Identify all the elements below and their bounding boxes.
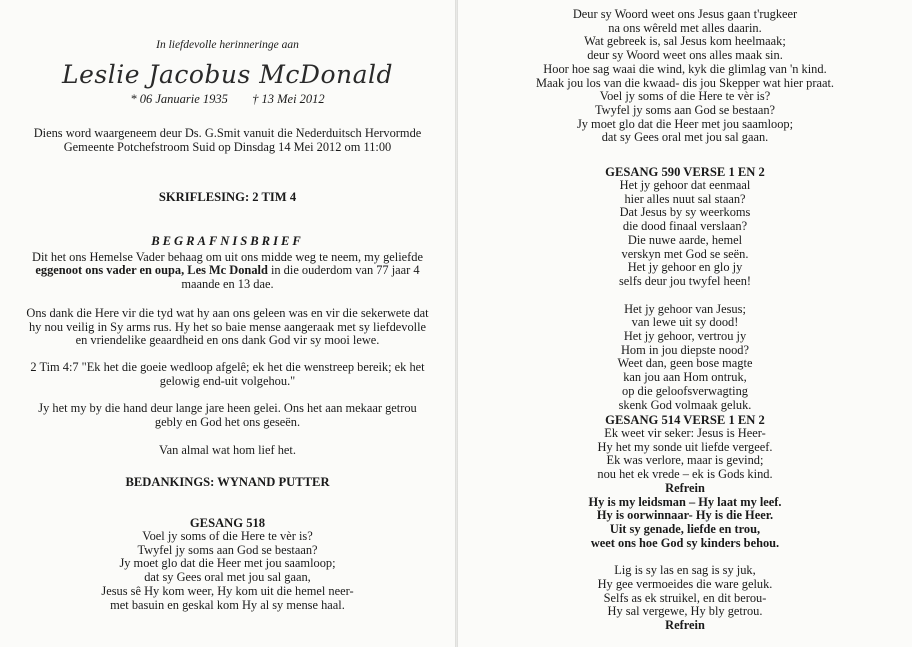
hymn-line: Twyfel jy soms aan God se bestaan? [594, 102, 776, 117]
hymn-518 [0, 516, 455, 612]
in-memory-caption: In liefdevolle herinneringe aan [156, 39, 299, 51]
thanks-section [0, 475, 455, 489]
left-page [0, 0, 455, 647]
hymn-title: GESANG 590 VERSE 1 EN 2 [605, 165, 765, 179]
hymn-line: Hy het my sonde uit liefde vergeef. [597, 439, 773, 454]
letter-line [0, 264, 455, 278]
hymn-518-continued [458, 8, 912, 145]
hymn-line: Jesus sê Hy kom weer, Hy kom uit die hemel neer- [101, 583, 354, 598]
hymn-line: Het jy gehoor, vertrou jy [623, 329, 747, 344]
letter-line: Dit het ons Hemelse Vader behaag om uit ons midde weg te neem, my geliefde [32, 249, 423, 264]
hymn-line: deur sy Woord weet ons alles maak sin. [587, 48, 783, 63]
service-line: Gemeente Potchefstroom Suid op Dinsdag 14 Mei 2012 om 11:00 [63, 139, 392, 154]
hymn-line: van lewe uit sy dood! [631, 315, 739, 330]
hymn-line: Ek weet vir seker: Jesus is Heer- [604, 426, 766, 440]
letter-closing: Van almal wat hom lief het. [159, 442, 296, 457]
letter-bold-phrase: eggenoot ons vader en oupa, Les Mc Donald [35, 263, 268, 278]
letter-line: hy nou veilig in Sy arms rus. Hy het so baie mense aangeraak met sy liefdevolle [28, 319, 427, 334]
refrain-label: Refrein [665, 618, 705, 633]
scripture-reading [0, 190, 455, 204]
service-line: Diens word waargeneem deur Ds. G.Smit vanuit die Nederduitsch Hervormde [33, 126, 422, 140]
hymn-title: GESANG 518 [189, 516, 266, 530]
letter-line: gelowig end-uit volgehou." [159, 373, 296, 388]
hymn-line: op die geloofsverwagting [622, 383, 748, 398]
hymn-line: Hy sal vergewe, Hy bly getrou. [607, 604, 763, 619]
scripture-reading-heading: SKRIFLESING: 2 TIM 4 [158, 190, 297, 204]
letter-line: en vriendelike geaardheid en ons dank God vir sy mooi lewe. [75, 333, 380, 348]
hymn-line: dat sy Gees oral met jou sal gaan. [601, 130, 769, 145]
hymn-line: Voel jy soms of die Here te vèr is? [599, 89, 771, 104]
hymn-590 [458, 165, 912, 412]
hymn-line: Twyfel jy soms aan God se bestaan? [137, 542, 318, 557]
refrain-line: Uit sy genade, liefde en trou, [609, 521, 761, 536]
hymn-title: GESANG 514 VERSE 1 EN 2 [605, 413, 765, 427]
hymn-line: Hom in jou diepste nood? [620, 342, 750, 357]
life-dates [0, 92, 455, 107]
hymn-line: Deur sy Woord weet ons Jesus gaan t'rugkeer [572, 7, 798, 21]
letter-line: Ons dank die Here vir die tyd wat hy aan ons geleen was en vir die sekerwete dat [26, 305, 429, 320]
death-date: † 13 Mei 2012 [252, 91, 325, 106]
deceased-name: Leslie Jacobus McDonald [61, 59, 394, 89]
funeral-letter [0, 235, 455, 457]
refrain-line: Hy is oorwinnaar- Hy is die Heer. [596, 508, 774, 523]
hymn-line: Hy gee vermoeides die ware geluk. [597, 577, 773, 592]
hymn-line: selfs deur jou twyfel heen! [618, 273, 752, 288]
right-page [458, 0, 912, 647]
thanks-heading: BEDANKINGS: WYNAND PUTTER [125, 475, 330, 489]
hymn-line: die dood finaal verslaan? [622, 219, 748, 234]
hymn-line: Lig is sy las en sag is sy juk, [614, 563, 756, 578]
hymn-line: Hoor hoe sag waai die wind, kyk die glimlag van 'n kind. [543, 61, 827, 76]
hymn-line: met basuin en geskal kom Hy al sy mense haal. [110, 597, 345, 612]
hymn-line: Selfs as ek struikel, en dit berou- [603, 590, 767, 605]
hymn-line: Het jy gehoor en glo jy [627, 260, 743, 275]
hymn-line: Weet dan, geen bose magte [617, 356, 753, 371]
refrain-line: weet ons hoe God sy kinders behou. [590, 535, 780, 550]
hymn-514 [458, 413, 912, 633]
hymn-line: na ons wêreld met alles daarin. [608, 20, 762, 35]
hymn-line: Het jy gehoor dat eenmaal [619, 178, 751, 192]
hymn-line: Dat Jesus by sy weerkoms [619, 205, 751, 220]
hymn-line: Wat gebreek is, sal Jesus kom heelmaak; [584, 34, 786, 49]
hymn-line: nou het ek vrede – ek is Gods kind. [597, 467, 773, 482]
refrain-label: Refrein [665, 480, 705, 495]
hymn-line: Maak jou los van die kwaad- dis jou Skepper wat hier praat. [536, 75, 834, 90]
letter-line: gebly en God het ons geseën. [154, 415, 301, 430]
hymn-line: Voel jy soms of die Here te vèr is? [142, 529, 313, 543]
letter-line: Jy het my by die hand deur lange jare heen gelei. Ons het aan mekaar getrou [38, 401, 417, 416]
hymn-line: kan jou aan Hom ontruk, [623, 370, 747, 385]
hymn-line: dat sy Gees oral met jou sal gaan, [144, 570, 311, 585]
memorial-header [0, 39, 455, 107]
hymn-line: Jy moet glo dat die Heer met jou saamloop; [119, 556, 336, 571]
hymn-line: verskyn met God se seën. [621, 246, 749, 261]
letter-line-rest: in die ouderdom van 77 jaar 4 [267, 263, 420, 278]
letter-line: maande en 13 dae. [181, 277, 274, 292]
hymn-line: Ek was verlore, maar is gevind; [606, 453, 764, 468]
letter-line: 2 Tim 4:7 "Ek het die goeie wedloop afgelê; ek het die wenstreep bereik; ek het [30, 359, 425, 374]
hymn-line: Jy moet glo dat die Heer met jou saamloop; [576, 116, 794, 131]
hymn-line: Het jy gehoor van Jesus; [624, 301, 746, 316]
hymn-line: skenk God volmaak geluk. [618, 397, 752, 412]
hymn-line: hier alles nuut sal staan? [624, 191, 746, 206]
service-details [0, 127, 455, 154]
refrain-line: Hy is my leidsman – Hy laat my leef. [588, 494, 782, 509]
hymn-line: Die nuwe aarde, hemel [627, 232, 743, 247]
birth-date: * 06 Januarie 1935 [130, 91, 228, 106]
funeral-letter-title: BEGRAFNISBRIEF [151, 234, 304, 248]
